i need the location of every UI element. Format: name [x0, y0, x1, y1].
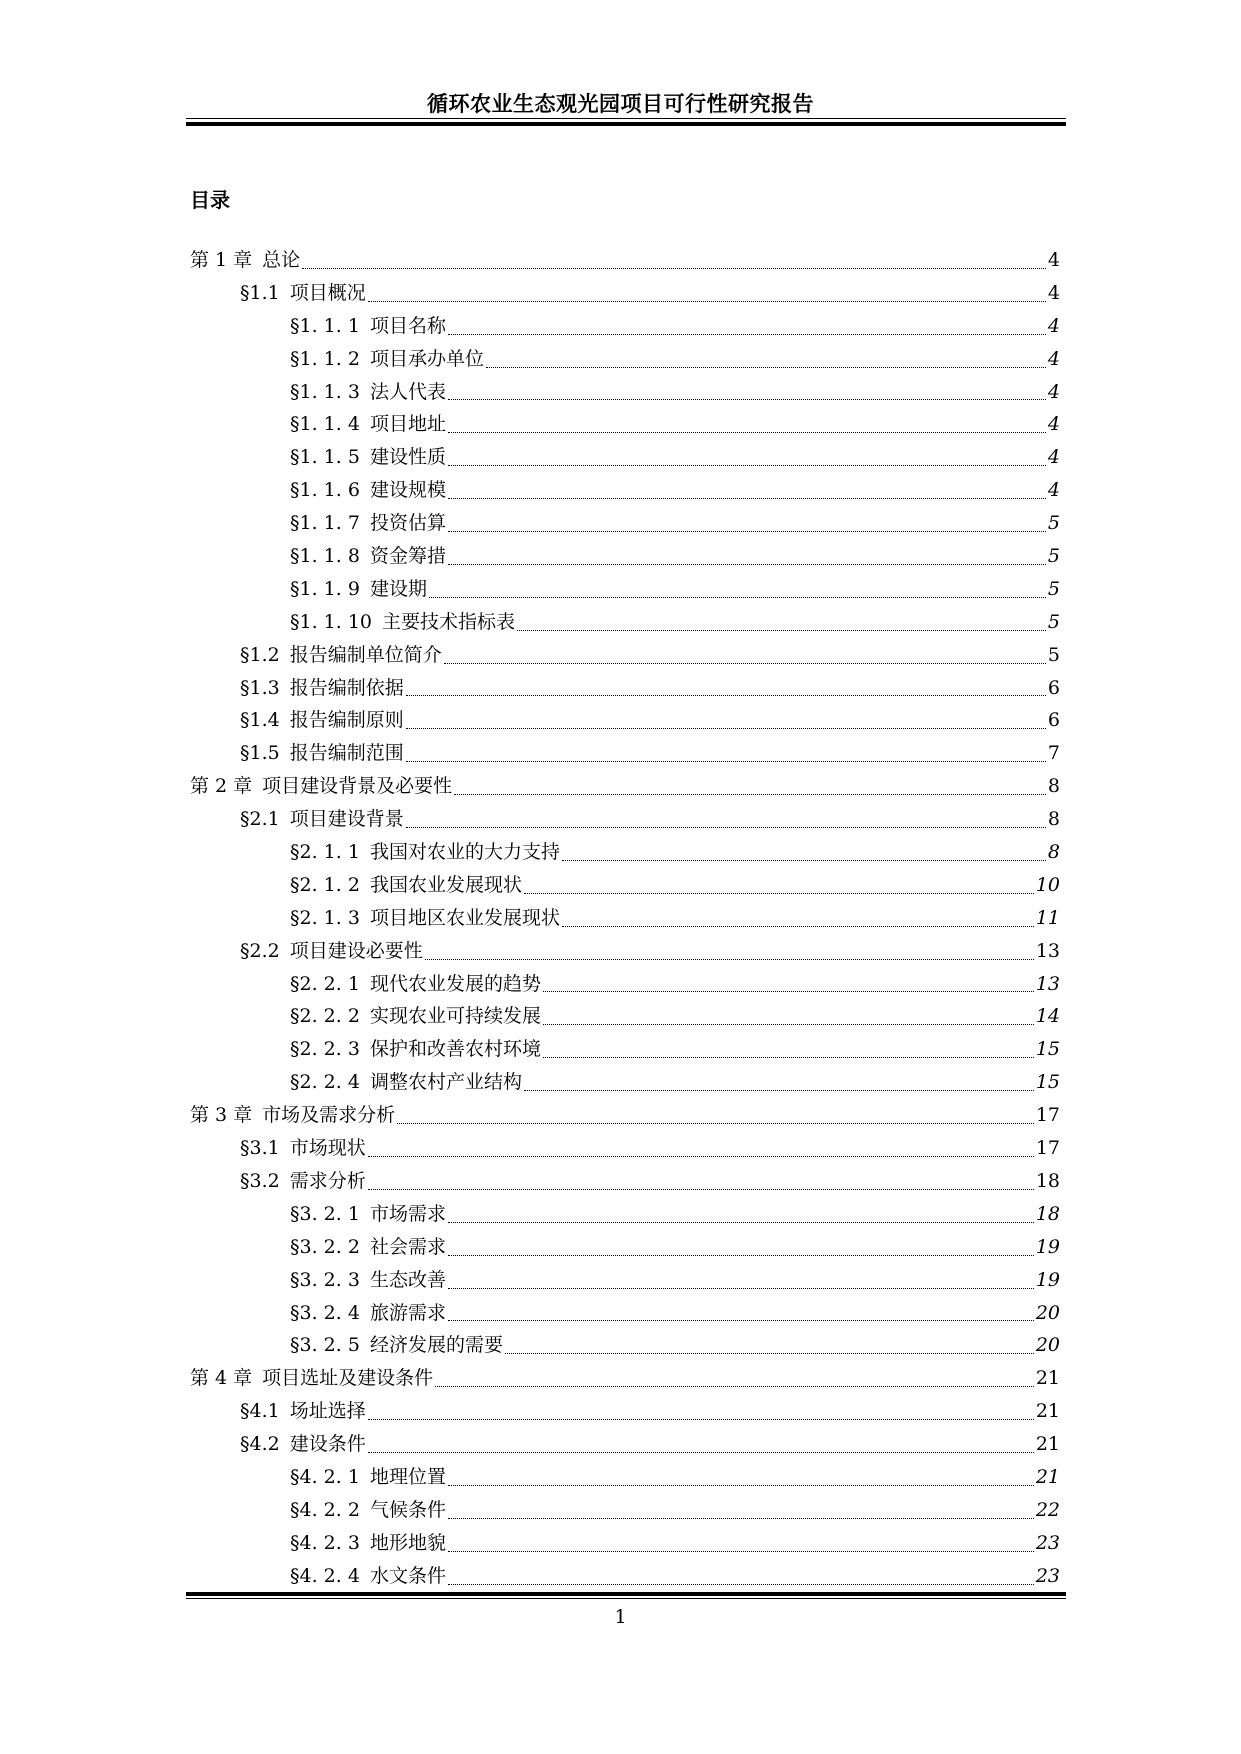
toc-entry-title: 项目承办单位	[369, 347, 484, 370]
toc-entry[interactable]	[190, 1362, 1060, 1395]
toc-entry-title: 项目选址及建设条件	[262, 1367, 434, 1390]
toc-entry-page: 10	[1035, 873, 1060, 896]
toc-entry[interactable]	[190, 935, 1060, 968]
toc-entry[interactable]	[190, 1297, 1060, 1330]
toc-entry-page: 17	[1035, 1104, 1060, 1127]
toc-entry-page: 4	[1047, 446, 1060, 469]
toc-entry-page: 21	[1035, 1367, 1060, 1390]
toc-entry-number: §2. 2. 2	[290, 1005, 360, 1028]
toc-entry-page: 5	[1047, 643, 1060, 666]
toc-heading: 目录	[190, 188, 230, 212]
toc-entry-title: 地形地貌	[369, 1531, 446, 1554]
toc-dot-leader	[448, 1221, 1034, 1223]
toc-entry-title: 报告编制依据	[289, 676, 404, 699]
toc-entry-number: §2. 1. 1	[290, 841, 360, 864]
toc-entry[interactable]	[190, 1395, 1060, 1428]
toc-entry[interactable]	[190, 1461, 1060, 1494]
toc-entry[interactable]	[190, 1264, 1060, 1297]
toc-entry-page: 20	[1035, 1301, 1060, 1324]
toc-dot-leader	[406, 694, 1046, 696]
toc-entry-title: 总论	[262, 249, 301, 271]
toc-entry-number: 第 4 章	[190, 1367, 253, 1390]
toc-entry-number: §4. 2. 1	[290, 1465, 360, 1488]
toc-dot-leader	[448, 1254, 1034, 1256]
toc-entry-title: 资金筹措	[369, 545, 446, 568]
toc-entry-page: 13	[1035, 939, 1060, 962]
toc-entry-page: 5	[1047, 512, 1060, 535]
toc-entry-page: 19	[1035, 1268, 1060, 1291]
toc-entry[interactable]	[190, 1033, 1060, 1066]
toc-entry[interactable]	[190, 1428, 1060, 1461]
toc-entry[interactable]	[190, 606, 1060, 639]
toc-entry-title: 项目建设必要性	[289, 939, 423, 962]
toc-entry-number: §1.3	[240, 676, 280, 699]
toc-entry-number: §4.1	[240, 1400, 280, 1423]
toc-dot-leader	[486, 366, 1046, 368]
toc-entry-page: 4	[1047, 314, 1060, 337]
toc-dot-leader	[448, 1517, 1034, 1519]
toc-entry[interactable]	[190, 408, 1060, 441]
toc-entry-title: 法人代表	[369, 380, 446, 403]
toc-entry-number: §3. 2. 1	[290, 1202, 360, 1225]
toc-entry-title: 水文条件	[369, 1564, 446, 1587]
toc-entry-title: 建设条件	[289, 1433, 366, 1456]
toc-dot-leader	[448, 431, 1046, 433]
toc-dot-leader	[444, 662, 1046, 664]
toc-entry-page: 13	[1035, 972, 1060, 995]
toc-dot-leader	[425, 958, 1034, 960]
toc-entry-page: 6	[1047, 676, 1060, 699]
toc-entry[interactable]	[190, 343, 1060, 376]
toc-entry-title: 建设性质	[369, 446, 446, 469]
toc-entry-title: 我国对农业的大力支持	[369, 841, 560, 864]
toc-entry-page: 23	[1035, 1531, 1060, 1554]
toc-entry[interactable]	[190, 277, 1060, 310]
toc-dot-leader	[368, 1188, 1034, 1190]
toc-entry-number: §1.5	[240, 742, 280, 765]
toc-entry-page: 4	[1047, 479, 1060, 502]
toc-entry-title: 项目概况	[289, 281, 366, 304]
toc-entry[interactable]	[190, 1099, 1060, 1132]
toc-entry-number: §1.2	[240, 643, 280, 666]
toc-entry-number: §1.1	[240, 281, 280, 304]
toc-entry-title: 主要技术指标表	[382, 610, 516, 633]
header-rule-thin	[186, 118, 1066, 119]
toc-entry-number: §1. 1. 6	[290, 479, 360, 502]
toc-entry-number: §1.4	[240, 709, 280, 732]
toc-entry[interactable]	[190, 540, 1060, 573]
toc-entry-number: §2.2	[240, 939, 280, 962]
toc-dot-leader	[406, 826, 1046, 828]
toc-dot-leader	[543, 990, 1034, 992]
toc-dot-leader	[562, 925, 1034, 927]
toc-entry-page: 8	[1047, 775, 1060, 798]
toc-entry-number: 第 1 章	[190, 249, 253, 271]
toc-dot-leader	[448, 1484, 1034, 1486]
toc-dot-leader	[406, 727, 1046, 729]
footer-rule-thin	[186, 1598, 1066, 1599]
toc-entry[interactable]	[190, 1198, 1060, 1231]
toc-entry[interactable]	[190, 244, 1060, 277]
toc-entry-page: 4	[1047, 347, 1060, 370]
toc-entry-number: §2. 1. 3	[290, 906, 360, 929]
toc-dot-leader	[448, 530, 1046, 532]
toc-entry-title: 项目地区农业发展现状	[369, 906, 560, 929]
toc-dot-leader	[435, 1385, 1034, 1387]
toc-entry-number: §4. 2. 3	[290, 1531, 360, 1554]
toc-entry[interactable]	[190, 1231, 1060, 1264]
toc-entry[interactable]	[190, 1132, 1060, 1165]
toc-entry-page: 19	[1035, 1235, 1060, 1258]
toc-entry-page: 21	[1035, 1465, 1060, 1488]
toc-entry-title: 需求分析	[289, 1169, 366, 1192]
toc-dot-leader	[517, 629, 1046, 631]
toc-entry-title: 保护和改善农村环境	[369, 1038, 541, 1061]
toc-dot-leader	[562, 859, 1046, 861]
toc-dot-leader	[505, 1352, 1034, 1354]
toc-entry-number: §1. 1. 9	[290, 577, 360, 600]
toc-entry-number: §3. 2. 3	[290, 1268, 360, 1291]
toc-entry-title: 市场及需求分析	[262, 1104, 396, 1127]
toc-dot-leader	[368, 1155, 1034, 1157]
page-number: 1	[614, 1606, 627, 1628]
toc-entry-number: §1. 1. 10	[290, 610, 373, 633]
toc-dot-leader	[406, 760, 1046, 762]
toc-dot-leader	[524, 892, 1034, 894]
toc-entry-number: §1. 1. 8	[290, 545, 360, 568]
toc-entry[interactable]	[190, 310, 1060, 343]
toc-entry-number: §2. 2. 4	[290, 1071, 360, 1094]
toc-entry[interactable]	[190, 474, 1060, 507]
toc-entry-page: 23	[1035, 1564, 1060, 1587]
toc-entry-number: §1. 1. 5	[290, 446, 360, 469]
toc-entry-title: 社会需求	[369, 1235, 446, 1258]
toc-list	[190, 244, 1060, 1593]
toc-entry-page: 6	[1047, 709, 1060, 732]
toc-entry-title: 调整农村产业结构	[369, 1071, 522, 1094]
toc-entry-title: 建设期	[369, 577, 427, 600]
toc-entry-page: 20	[1035, 1334, 1060, 1357]
toc-entry-page: 21	[1035, 1433, 1060, 1456]
toc-entry[interactable]	[190, 672, 1060, 705]
toc-entry-title: 场址选择	[289, 1400, 366, 1423]
toc-entry-title: 市场需求	[369, 1202, 446, 1225]
toc-entry-title: 旅游需求	[369, 1301, 446, 1324]
toc-entry-page: 15	[1035, 1071, 1060, 1094]
toc-dot-leader	[448, 464, 1046, 466]
toc-entry-page: 11	[1035, 906, 1060, 929]
toc-entry-page: 7	[1047, 742, 1060, 765]
toc-entry[interactable]	[190, 573, 1060, 606]
toc-entry-number: §4. 2. 4	[290, 1564, 360, 1587]
toc-dot-leader	[429, 596, 1046, 598]
toc-entry-title: 现代农业发展的趋势	[369, 972, 541, 995]
toc-entry[interactable]	[190, 869, 1060, 902]
toc-entry-number: §1. 1. 7	[290, 512, 360, 535]
toc-entry-number: §1. 1. 4	[290, 413, 360, 436]
footer-rule-thick	[186, 1592, 1066, 1596]
toc-entry[interactable]	[190, 1000, 1060, 1033]
toc-entry-title: 项目建设背景	[289, 808, 404, 831]
toc-entry-title: 实现农业可持续发展	[369, 1005, 541, 1028]
toc-entry-page: 5	[1047, 610, 1060, 633]
toc-entry[interactable]	[190, 639, 1060, 672]
toc-dot-leader	[397, 1122, 1034, 1124]
toc-entry-number: §1. 1. 2	[290, 347, 360, 370]
toc-entry-number: §4. 2. 2	[290, 1498, 360, 1521]
toc-dot-leader	[543, 1056, 1034, 1058]
toc-dot-leader	[448, 1550, 1034, 1552]
toc-entry-number: §3. 2. 2	[290, 1235, 360, 1258]
toc-entry-number: §2.1	[240, 808, 280, 831]
toc-entry-page: 18	[1035, 1202, 1060, 1225]
toc-dot-leader	[448, 1319, 1034, 1321]
toc-entry-title: 市场现状	[289, 1137, 366, 1160]
toc-entry-title: 气候条件	[369, 1498, 446, 1521]
toc-dot-leader	[448, 398, 1046, 400]
toc-entry-number: §2. 1. 2	[290, 873, 360, 896]
header-rule-thick	[186, 122, 1066, 126]
toc-dot-leader	[448, 1583, 1034, 1585]
toc-entry-number: §4.2	[240, 1433, 280, 1456]
toc-entry-title: 报告编制原则	[289, 709, 404, 732]
toc-entry-title: 项目建设背景及必要性	[262, 775, 453, 798]
toc-entry-page: 5	[1047, 545, 1060, 568]
toc-entry-title: 我国农业发展现状	[369, 873, 522, 896]
toc-entry-number: 第 2 章	[190, 775, 253, 798]
toc-entry-title: 项目名称	[369, 314, 446, 337]
toc-entry[interactable]	[190, 507, 1060, 540]
toc-entry-number: §3. 2. 4	[290, 1301, 360, 1324]
toc-dot-leader	[454, 793, 1046, 795]
toc-entry-number: §3. 2. 5	[290, 1334, 360, 1357]
toc-entry-number: §3.1	[240, 1137, 280, 1160]
toc-entry[interactable]	[190, 1560, 1060, 1593]
toc-entry-title: 地理位置	[369, 1465, 446, 1488]
toc-entry-title: 建设规模	[369, 479, 446, 502]
toc-entry[interactable]	[190, 803, 1060, 836]
toc-entry-number: §1. 1. 3	[290, 380, 360, 403]
toc-entry[interactable]	[190, 1494, 1060, 1527]
toc-entry-page: 5	[1047, 577, 1060, 600]
toc-entry-number: 第 3 章	[190, 1104, 253, 1127]
toc-entry-page: 18	[1035, 1169, 1060, 1192]
toc-entry-page: 15	[1035, 1038, 1060, 1061]
toc-entry-page: 4	[1047, 249, 1060, 271]
toc-entry-page: 17	[1035, 1137, 1060, 1160]
toc-entry-number: §3.2	[240, 1169, 280, 1192]
toc-dot-leader	[448, 497, 1046, 499]
page-header-title: 循环农业生态观光园项目可行性研究报告	[427, 92, 814, 116]
toc-entry[interactable]	[190, 1165, 1060, 1198]
toc-dot-leader	[368, 1418, 1034, 1420]
toc-entry-title: 经济发展的需要	[369, 1334, 503, 1357]
toc-entry-page: 14	[1035, 1005, 1060, 1028]
toc-entry-title: 报告编制单位简介	[289, 643, 442, 666]
toc-entry-page: 22	[1035, 1498, 1060, 1521]
toc-entry-page: 4	[1047, 380, 1060, 403]
toc-entry[interactable]	[190, 902, 1060, 935]
toc-entry[interactable]	[190, 376, 1060, 409]
toc-entry-title: 报告编制范围	[289, 742, 404, 765]
toc-entry[interactable]	[190, 1527, 1060, 1560]
toc-dot-leader	[543, 1023, 1034, 1025]
toc-entry-number: §2. 2. 1	[290, 972, 360, 995]
toc-dot-leader	[368, 300, 1046, 302]
toc-entry[interactable]	[190, 836, 1060, 869]
toc-entry[interactable]	[190, 770, 1060, 803]
toc-dot-leader	[448, 1287, 1034, 1289]
toc-entry[interactable]	[190, 1329, 1060, 1362]
toc-entry-title: 项目地址	[369, 413, 446, 436]
toc-entry-number: §1. 1. 1	[290, 314, 360, 337]
toc-entry[interactable]	[190, 737, 1060, 770]
toc-dot-leader	[524, 1089, 1034, 1091]
toc-dot-leader	[302, 267, 1046, 269]
toc-entry[interactable]	[190, 704, 1060, 737]
toc-dot-leader	[448, 563, 1046, 565]
toc-entry-page: 21	[1035, 1400, 1060, 1423]
toc-entry-page: 4	[1047, 281, 1060, 304]
toc-dot-leader	[368, 1451, 1034, 1453]
toc-entry-title: 投资估算	[369, 512, 446, 535]
toc-entry-page: 8	[1047, 808, 1060, 831]
toc-entry[interactable]	[190, 1066, 1060, 1099]
toc-entry-page: 4	[1047, 413, 1060, 436]
toc-dot-leader	[448, 333, 1046, 335]
toc-entry[interactable]	[190, 968, 1060, 1001]
toc-entry-title: 生态改善	[369, 1268, 446, 1291]
toc-entry-number: §2. 2. 3	[290, 1038, 360, 1061]
toc-entry[interactable]	[190, 441, 1060, 474]
toc-entry-page: 8	[1047, 841, 1060, 864]
